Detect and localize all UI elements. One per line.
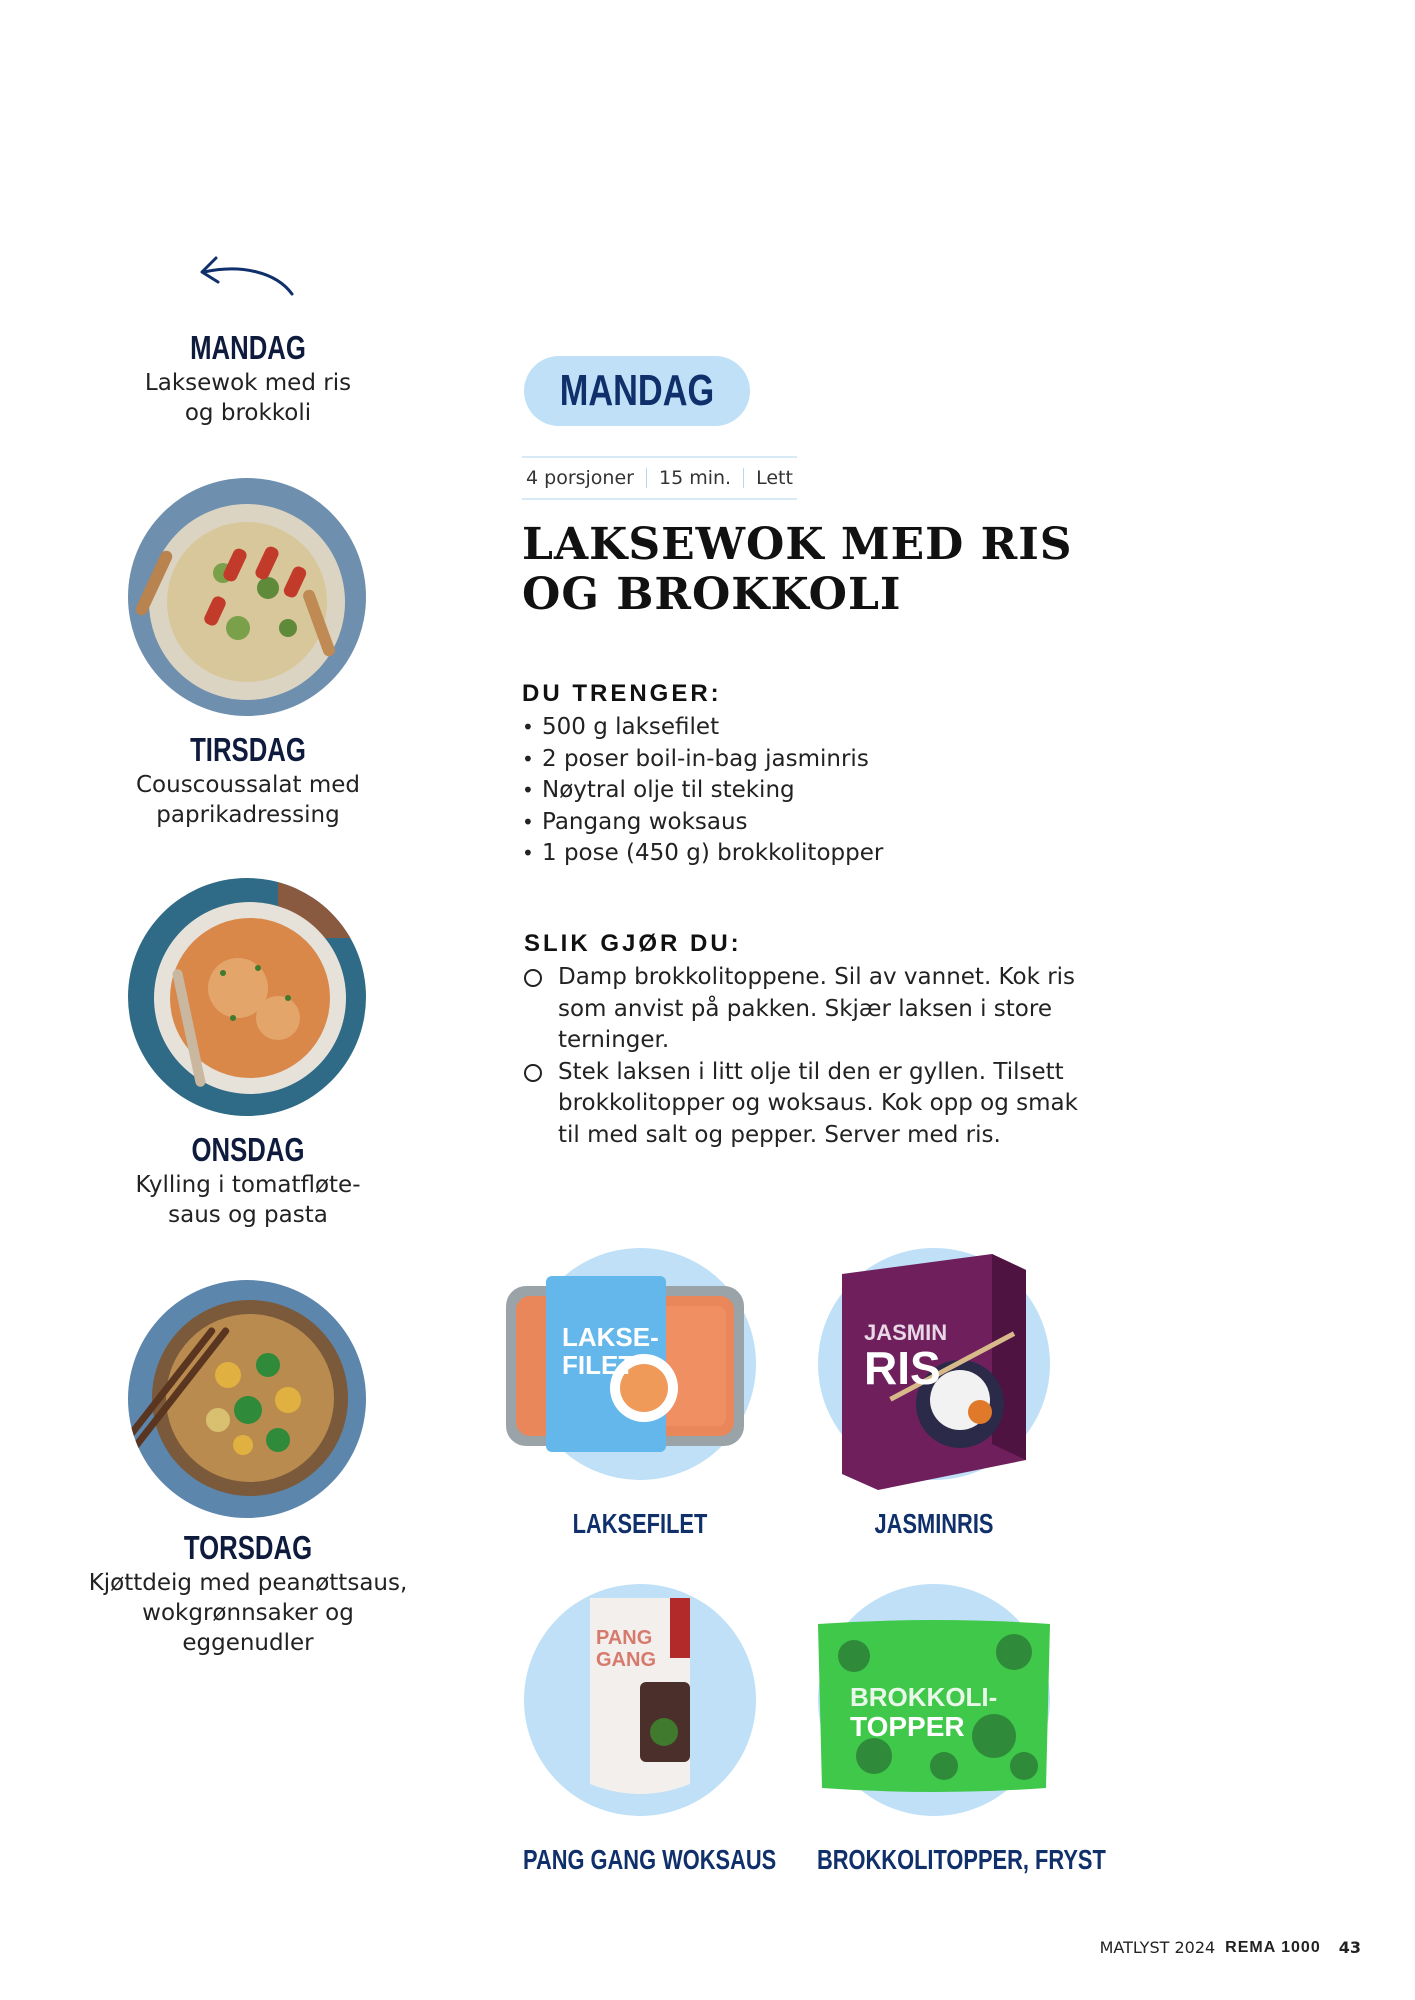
recipe-difficulty: Lett xyxy=(756,467,793,489)
step-item xyxy=(522,1057,1082,1152)
step-text: Damp brokkolitoppene. Sil av vannet. Kok ris som anvist på pakken. Skjær laksen i store terninger. xyxy=(558,964,1076,1053)
brand-logo: REMA 1000 xyxy=(1225,1938,1321,1956)
rice-box-icon xyxy=(842,1254,1026,1490)
recipe-title xyxy=(522,520,1142,620)
pack-text: PANG xyxy=(596,1627,653,1649)
ingredients-list xyxy=(522,712,1082,870)
meta-divider xyxy=(743,468,744,488)
pack-text: BROKKOLI- xyxy=(850,1682,998,1712)
meta-divider xyxy=(646,468,647,488)
back-arrow-icon[interactable] xyxy=(196,252,296,302)
pack-text: GANG xyxy=(596,1649,656,1671)
pack-text: TOPPER xyxy=(850,1711,965,1742)
day-name: ONSDAG xyxy=(191,1131,305,1168)
recipe-time: 15 min. xyxy=(658,467,732,489)
step-circle-icon xyxy=(524,1064,542,1082)
ingredients-heading: DU TRENGER: xyxy=(522,680,722,707)
beef-peanut-noodles-photo[interactable] xyxy=(128,1280,366,1518)
day-name: MANDAG xyxy=(190,329,306,366)
product-pang-gang-woksaus[interactable] xyxy=(490,1584,790,1876)
step-item xyxy=(522,962,1082,1057)
step-circle-icon xyxy=(524,969,542,987)
day-dish: Kylling i tomatfløte- xyxy=(135,1172,361,1198)
pack-text: LAKSE- xyxy=(562,1322,659,1352)
magazine-name: MATLYST 2024 xyxy=(1099,1938,1216,1957)
product-label: BROKKOLITOPPER, FRYST xyxy=(817,1844,1106,1875)
pack-text: JASMIN xyxy=(864,1320,948,1345)
day-dish: Laksewok med ris xyxy=(144,370,352,396)
sidebar-day-tuesday[interactable] xyxy=(78,730,418,830)
ingredient-item: • Pangang woksaus xyxy=(522,807,1082,839)
day-name: TORSDAG xyxy=(183,1529,313,1566)
chicken-tomato-pasta-photo[interactable] xyxy=(128,878,366,1116)
page-footer xyxy=(1100,1938,1361,1957)
salmon-pack-icon xyxy=(506,1276,744,1452)
recipe-portions: 4 porsjoner xyxy=(526,467,634,489)
steps-heading: SLIK GJØR DU: xyxy=(524,930,742,957)
product-label: LAKSEFILET xyxy=(572,1508,708,1539)
day-dish: paprikadressing xyxy=(156,802,340,828)
product-laksefilet[interactable] xyxy=(490,1248,790,1540)
day-dish: og brokkoli xyxy=(184,400,312,426)
day-dish: saus og pasta xyxy=(168,1202,328,1228)
recipe-day-badge xyxy=(524,356,750,426)
ingredient-item: • 2 poser boil-in-bag jasminris xyxy=(522,744,1082,776)
step-text: Stek laksen i litt olje til den er gyllen. Tilsett brokkolitopper og woksaus. Kok opp og smak til med salt og pepper. Server med ris. xyxy=(558,1058,1078,1148)
product-circle xyxy=(818,1584,1050,1816)
recipe-day-label: MANDAG xyxy=(559,366,715,415)
ingredient-item: • 1 pose (450 g) brokkolitopper xyxy=(522,838,1082,870)
pack-text: RIS xyxy=(864,1342,941,1394)
recipe-title-line: LAKSEWOK MED RIS xyxy=(522,519,1073,570)
day-dish: wokgrønnsaker og eggenudler xyxy=(142,1600,354,1656)
sauce-pouch-icon xyxy=(584,1592,696,1804)
broccoli-bag-icon xyxy=(814,1616,1054,1796)
product-brokkolitopper[interactable] xyxy=(784,1584,1106,1876)
sidebar-day-monday[interactable] xyxy=(78,328,418,428)
pack-text: FILET xyxy=(562,1350,635,1380)
steps-list xyxy=(522,962,1082,1151)
product-label: PANG GANG WOKSAUS xyxy=(523,1844,777,1875)
product-circle xyxy=(818,1248,1050,1480)
recipe-title-line: OG BROKKOLI xyxy=(522,569,902,620)
product-label: JASMINRIS xyxy=(874,1508,994,1539)
sidebar-day-thursday[interactable] xyxy=(78,1528,418,1658)
ingredient-item: • 500 g laksefilet xyxy=(522,712,1082,744)
day-dish: Couscoussalat med xyxy=(135,772,360,798)
ingredient-item: • Nøytral olje til steking xyxy=(522,775,1082,807)
product-circle xyxy=(524,1248,756,1480)
product-circle xyxy=(524,1584,756,1816)
couscous-salad-photo[interactable] xyxy=(128,478,366,716)
sidebar-day-wednesday[interactable] xyxy=(78,1130,418,1230)
page-number: 43 xyxy=(1338,1938,1361,1957)
recipe-meta xyxy=(522,456,797,500)
day-name: TIRSDAG xyxy=(190,731,306,768)
product-jasminris[interactable] xyxy=(784,1248,1084,1540)
day-dish: Kjøttdeig med peanøttsaus, xyxy=(88,1570,408,1596)
